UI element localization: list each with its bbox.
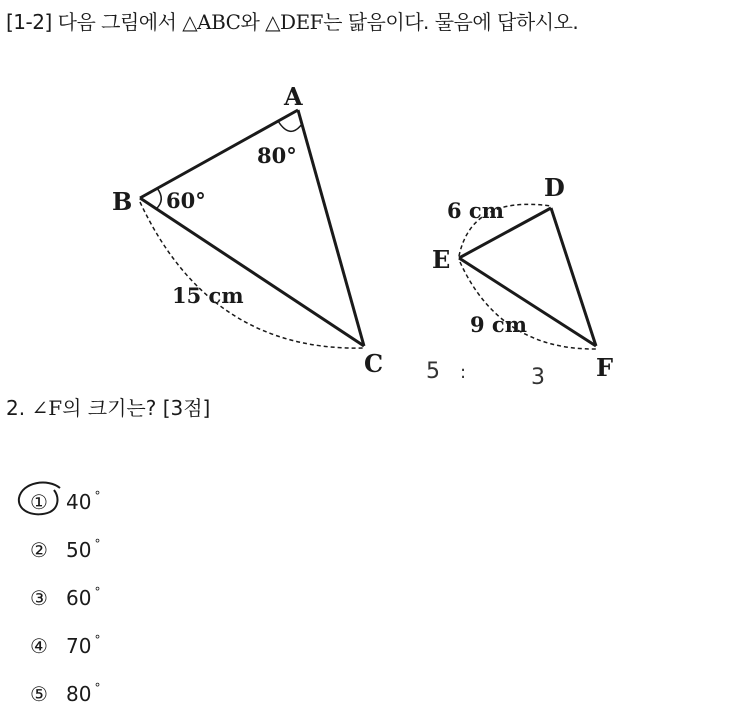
- option-4-degree: °: [94, 633, 101, 647]
- question-number: 2.: [6, 396, 26, 420]
- option-1[interactable]: [18, 478, 100, 526]
- option-4-value: 70: [66, 634, 92, 658]
- handwritten-circle-mark: [14, 478, 70, 522]
- question-2: [6, 392, 210, 421]
- option-5-degree: °: [94, 681, 101, 695]
- vertex-e-label: E: [432, 245, 451, 274]
- angle-b-value: 60°: [166, 188, 206, 213]
- option-2-degree: °: [94, 537, 101, 551]
- side-bc-value: 15 cm: [172, 283, 244, 308]
- option-3[interactable]: [18, 574, 100, 622]
- option-5[interactable]: [18, 670, 100, 718]
- option-3-value: 60: [66, 586, 92, 610]
- option-1-value: 40: [66, 490, 92, 514]
- header-prefix: [1-2] 다음 그림에서: [6, 10, 183, 34]
- side-bc: [140, 198, 364, 346]
- option-1-number: ①: [30, 490, 48, 514]
- vertex-c-label: C: [364, 349, 384, 378]
- option-5-number: ⑤: [30, 682, 48, 706]
- handwritten-ratio-5: 5: [426, 359, 440, 384]
- answer-options: [18, 478, 100, 718]
- angle-a-value: 80°: [257, 143, 297, 168]
- vertex-b-label: B: [112, 187, 133, 216]
- vertex-d-label: D: [544, 173, 565, 202]
- side-df: [551, 208, 596, 346]
- side-ef-value: 9 cm: [470, 312, 527, 337]
- option-2[interactable]: [18, 526, 100, 574]
- handwritten-ratio-3: 3: [531, 365, 545, 390]
- angle-arc-b: [156, 188, 161, 209]
- option-5-value: 80: [66, 682, 92, 706]
- question-text: 의 크기는? [3점]: [62, 396, 211, 420]
- option-3-number: ③: [30, 586, 48, 610]
- question-angle: ∠F: [31, 396, 63, 420]
- option-1-degree: °: [94, 489, 101, 503]
- header-suffix: 는 닮음이다. 물음에 답하시오.: [323, 10, 579, 34]
- triangle-abc: [140, 110, 364, 346]
- triangle-def-label: △DEF: [265, 10, 324, 34]
- triangle-abc-label: △ABC: [182, 10, 241, 34]
- option-3-degree: °: [94, 585, 101, 599]
- vertex-f-label: F: [596, 353, 614, 382]
- option-4-number: ④: [30, 634, 48, 658]
- side-ed-value: 6 cm: [447, 198, 504, 223]
- option-2-number: ②: [30, 538, 48, 562]
- option-4[interactable]: [18, 622, 100, 670]
- vertex-a-label: A: [284, 82, 303, 111]
- angle-arc-a: [278, 121, 302, 131]
- option-2-value: 50: [66, 538, 92, 562]
- header-mid: 와: [240, 10, 266, 34]
- handwritten-ratio-colon: :: [460, 362, 467, 383]
